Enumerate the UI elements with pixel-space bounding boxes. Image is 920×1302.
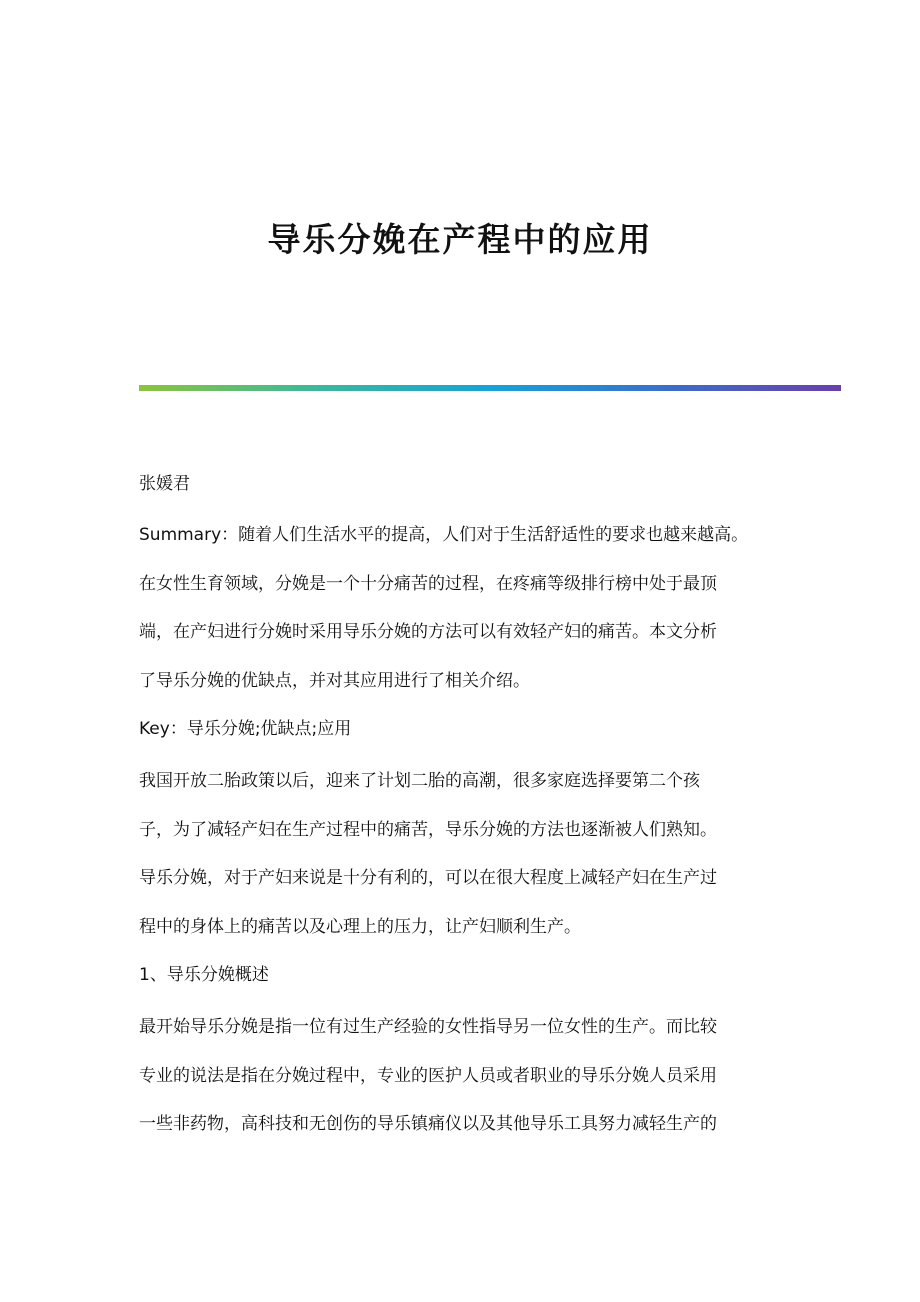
title-divider-rule <box>139 385 841 391</box>
intro-line: 程中的身体上的痛苦以及心理上的压力，让产妇顺利生产。 <box>139 916 581 937</box>
document-title: 导乐分娩在产程中的应用 <box>267 220 653 259</box>
section1-paragraph <box>139 1013 775 1159</box>
author-name: 张媛君 <box>139 474 190 494</box>
section1-line: 一些非药物，高科技和无创伤的导乐镇痛仪以及其他导乐工具努力减轻生产的 <box>139 1114 717 1134</box>
summary-paragraph <box>139 521 775 715</box>
intro-paragraph <box>139 767 775 961</box>
summary-line: 端，在产妇进行分娩时采用导乐分娩的方法可以有效轻产妇的痛苦。本文分析 <box>139 622 717 642</box>
intro-line: 我国开放二胎政策以后，迎来了计划二胎的高潮，很多家庭选择要第二个孩 <box>139 771 700 791</box>
intro-line: 子，为了减轻产妇在生产过程中的痛苦，导乐分娩的方法也逐渐被人们熟知。 <box>139 819 717 840</box>
summary-line: 在女性生育领域，分娩是一个十分痛苦的过程，在疼痛等级排行榜中处于最顶 <box>139 573 717 594</box>
summary-line: Summary：随着人们生活水平的提高，人们对于生活舒适性的要求也越来越高。 <box>139 525 749 545</box>
summary-line: 了导乐分娩的优缺点，并对其应用进行了相关介绍。 <box>139 670 530 691</box>
section1-line: 专业的说法是指在分娩过程中，专业的医护人员或者职业的导乐分娩人员采用 <box>139 1065 717 1086</box>
document-body <box>139 470 775 1159</box>
section1-line: 最开始导乐分娩是指一位有过生产经验的女性指导另一位女性的生产。而比较 <box>139 1017 717 1037</box>
intro-line: 导乐分娩，对于产妇来说是十分有利的，可以在很大程度上减轻产妇在生产过 <box>139 868 717 888</box>
section-heading: 1、导乐分娩概述 <box>139 965 269 985</box>
keywords-line: Key：导乐分娩;优缺点;应用 <box>139 719 352 739</box>
